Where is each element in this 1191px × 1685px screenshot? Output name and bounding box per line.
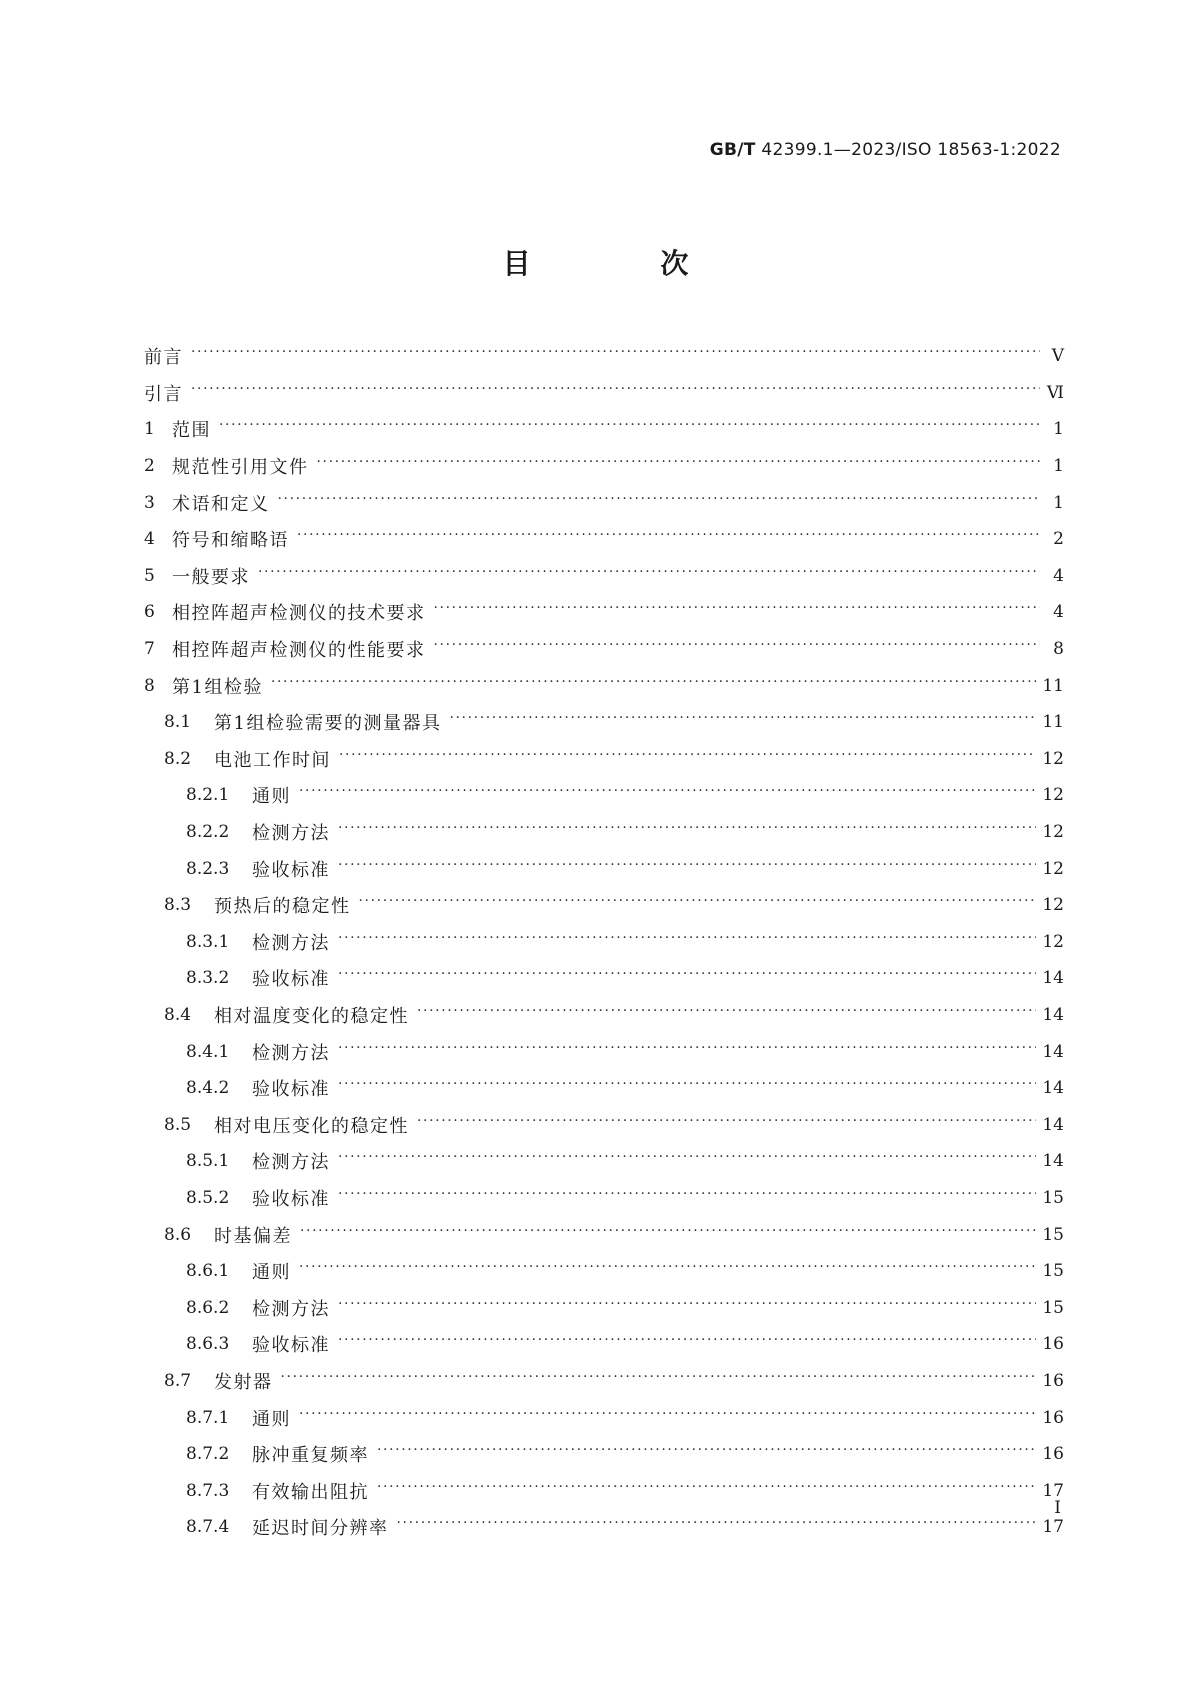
toc-leader-dots (449, 712, 1036, 732)
standard-code (710, 140, 1061, 160)
toc-entry-page: 14 (1042, 1004, 1064, 1025)
toc-leader-dots (300, 1225, 1036, 1245)
toc-entry-page: 16 (1042, 1334, 1064, 1355)
toc-entry-number: 8.2.1 (186, 785, 230, 806)
toc-entry-number: 8.7.1 (186, 1407, 230, 1428)
toc-entry[interactable] (144, 814, 1064, 851)
toc-leader-dots (299, 1408, 1036, 1428)
toc-entry-number: 8 (144, 675, 155, 696)
toc-entry-page: 15 (1042, 1261, 1064, 1282)
toc-entry-title: 前言 (144, 347, 183, 369)
toc-leader-dots (338, 1042, 1036, 1062)
standard-code-rest: 42399.1—2023/ISO 18563-1:2022 (755, 140, 1061, 160)
toc-entry-number: 8.3.2 (186, 968, 230, 989)
toc-entry-title: 时基偏差 (214, 1225, 292, 1247)
toc-entry-page: 16 (1042, 1370, 1064, 1391)
toc-entry-title: 相对电压变化的稳定性 (214, 1115, 409, 1137)
toc-entry-page: 15 (1042, 1224, 1064, 1245)
toc-entry-number: 3 (144, 492, 155, 513)
toc-entry[interactable] (144, 1033, 1064, 1070)
toc-entry[interactable] (144, 1216, 1064, 1253)
toc-entry[interactable] (144, 1253, 1064, 1290)
toc-leader-dots (299, 1261, 1036, 1281)
toc-entry-title: 验收标准 (252, 1188, 330, 1210)
toc-entry-number: 7 (144, 639, 155, 660)
toc-entry-number: 5 (144, 565, 155, 586)
toc-entry-page: 14 (1042, 1114, 1064, 1135)
toc-entry-number: 8.7 (164, 1370, 192, 1391)
toc-entry-number: 8.6.1 (186, 1261, 230, 1282)
toc-entry-page: 1 (1053, 492, 1064, 513)
toc-leader-dots (299, 785, 1036, 805)
toc-entry-title: 有效输出阻抗 (252, 1481, 369, 1503)
toc-entry-title: 相控阵超声检测仪的性能要求 (172, 640, 426, 662)
toc-leader-dots (338, 1078, 1036, 1098)
toc-entry-number: 8.5 (164, 1114, 192, 1135)
toc-entry[interactable] (144, 924, 1064, 961)
toc-entry-title: 检测方法 (252, 1042, 330, 1064)
toc-entry-number: 8.6 (164, 1224, 192, 1245)
toc-entry-number: 8.2 (164, 748, 192, 769)
toc-entry-title: 范围 (172, 420, 211, 442)
toc-entry-title: 验收标准 (252, 969, 330, 991)
toc-entry[interactable] (144, 1363, 1064, 1400)
toc-entry-page: 8 (1053, 639, 1064, 660)
toc-entry[interactable] (144, 667, 1064, 704)
standard-code-prefix: GB/T (709, 140, 756, 160)
toc-leader-dots (191, 346, 1040, 366)
toc-entry[interactable] (144, 1070, 1064, 1107)
toc-entry-number: 8.7.2 (186, 1444, 230, 1465)
page-title: 目 次 (502, 247, 749, 280)
toc-entry[interactable] (144, 1509, 1064, 1546)
toc-entry-number: 8.2.3 (186, 858, 230, 879)
table-of-contents (144, 338, 1064, 1546)
toc-entry-page: 15 (1042, 1187, 1064, 1208)
toc-entry-title: 术语和定义 (172, 493, 270, 515)
toc-entry-page: 11 (1042, 712, 1064, 733)
toc-entry-page: 17 (1042, 1480, 1064, 1501)
toc-leader-dots (317, 456, 1041, 476)
toc-entry-page: Ⅴ (1051, 346, 1064, 367)
toc-entry-title: 规范性引用文件 (172, 457, 309, 479)
toc-leader-dots (338, 1334, 1036, 1354)
toc-entry-title: 通则 (252, 786, 291, 808)
toc-entry[interactable] (144, 338, 1064, 375)
toc-leader-dots (219, 419, 1040, 439)
toc-entry-number: 8.5.1 (186, 1151, 230, 1172)
toc-leader-dots (338, 859, 1036, 879)
toc-entry-page: 2 (1053, 529, 1064, 550)
toc-entry-title: 通则 (252, 1262, 291, 1284)
toc-entry[interactable] (144, 1472, 1064, 1509)
toc-entry[interactable] (144, 558, 1064, 595)
toc-entry-title: 符号和缩略语 (172, 530, 289, 552)
toc-entry[interactable] (144, 1180, 1064, 1217)
toc-entry-title: 检测方法 (252, 1152, 330, 1174)
toc-entry-page: 11 (1042, 675, 1064, 696)
toc-entry-title: 验收标准 (252, 859, 330, 881)
toc-entry-number: 4 (144, 529, 155, 550)
toc-entry-number: 8.4 (164, 1004, 192, 1025)
toc-leader-dots (359, 895, 1037, 915)
toc-entry[interactable] (144, 411, 1064, 448)
toc-entry-page: 14 (1042, 1041, 1064, 1062)
toc-entry-title: 检测方法 (252, 1298, 330, 1320)
toc-entry-page: 15 (1042, 1297, 1064, 1318)
toc-entry[interactable] (144, 631, 1064, 668)
toc-entry-page: 12 (1042, 748, 1064, 769)
toc-entry-page: 4 (1053, 602, 1064, 623)
toc-leader-dots (338, 1188, 1036, 1208)
toc-entry-page: 4 (1053, 565, 1064, 586)
toc-entry[interactable] (144, 521, 1064, 558)
toc-entry-number: 8.4.2 (186, 1078, 230, 1099)
toc-entry[interactable] (144, 887, 1064, 924)
toc-leader-dots (338, 968, 1036, 988)
toc-entry-title: 引言 (144, 383, 183, 405)
toc-entry-page: 1 (1053, 456, 1064, 477)
toc-entry-page: 16 (1042, 1407, 1064, 1428)
toc-entry-title: 电池工作时间 (214, 749, 331, 771)
toc-entry-number: 8.7.3 (186, 1480, 230, 1501)
toc-leader-dots (338, 1151, 1036, 1171)
toc-entry-title: 第1组检验 (172, 676, 263, 698)
toc-entry-page: 14 (1042, 968, 1064, 989)
toc-entry-title: 相对温度变化的稳定性 (214, 1005, 409, 1027)
toc-entry-number: 8.1 (164, 712, 192, 733)
toc-entry[interactable] (144, 375, 1064, 412)
toc-entry-title: 验收标准 (252, 1335, 330, 1357)
toc-entry-page: 12 (1042, 785, 1064, 806)
toc-entry[interactable] (144, 1106, 1064, 1143)
toc-leader-dots (434, 639, 1041, 659)
toc-entry[interactable] (144, 704, 1064, 741)
toc-leader-dots (338, 822, 1036, 842)
toc-entry-title: 预热后的稳定性 (214, 896, 351, 918)
toc-leader-dots (417, 1005, 1036, 1025)
toc-leader-dots (377, 1444, 1036, 1464)
toc-entry-title: 验收标准 (252, 1079, 330, 1101)
toc-entry-page: 1 (1053, 419, 1064, 440)
toc-leader-dots (271, 676, 1036, 696)
toc-leader-dots (278, 493, 1041, 513)
toc-entry-page: 17 (1042, 1517, 1064, 1538)
toc-entry[interactable] (144, 997, 1064, 1034)
toc-leader-dots (338, 932, 1036, 952)
toc-entry-number: 8.4.1 (186, 1041, 230, 1062)
toc-entry-page: 14 (1042, 1151, 1064, 1172)
toc-entry-page: 16 (1042, 1444, 1064, 1465)
toc-entry-title: 相控阵超声检测仪的技术要求 (172, 603, 426, 625)
toc-leader-dots (417, 1115, 1036, 1135)
toc-leader-dots (338, 1298, 1036, 1318)
toc-entry-number: 8.3 (164, 895, 192, 916)
toc-entry-number: 1 (144, 419, 155, 440)
toc-entry[interactable] (144, 1399, 1064, 1436)
toc-entry-title: 检测方法 (252, 932, 330, 954)
toc-entry-page: 12 (1042, 858, 1064, 879)
toc-leader-dots (297, 529, 1040, 549)
toc-entry-page: 14 (1042, 1078, 1064, 1099)
toc-leader-dots (339, 749, 1036, 769)
toc-entry[interactable] (144, 484, 1064, 521)
toc-entry-title: 发射器 (214, 1371, 273, 1393)
toc-entry-number: 8.3.1 (186, 931, 230, 952)
toc-entry-number: 8.2.2 (186, 822, 230, 843)
toc-entry-title: 第1组检验需要的测量器具 (214, 713, 442, 735)
toc-entry-page: Ⅵ (1046, 382, 1064, 403)
toc-entry[interactable] (144, 777, 1064, 814)
toc-entry-number: 2 (144, 456, 155, 477)
toc-entry-title: 延迟时间分辨率 (252, 1518, 389, 1540)
toc-entry[interactable] (144, 448, 1064, 485)
toc-entry-number: 6 (144, 602, 155, 623)
toc-entry[interactable] (144, 594, 1064, 631)
toc-leader-dots (281, 1371, 1037, 1391)
page-number: Ⅰ (1054, 1498, 1061, 1518)
toc-leader-dots (434, 602, 1041, 622)
toc-entry-number: 8.6.3 (186, 1334, 230, 1355)
toc-entry-title: 检测方法 (252, 823, 330, 845)
toc-entry-title: 脉冲重复频率 (252, 1445, 369, 1467)
toc-leader-dots (191, 383, 1040, 403)
toc-leader-dots (377, 1481, 1036, 1501)
toc-entry[interactable] (144, 1326, 1064, 1363)
toc-entry[interactable] (144, 960, 1064, 997)
toc-leader-dots (258, 566, 1040, 586)
toc-entry[interactable] (144, 1143, 1064, 1180)
toc-entry[interactable] (144, 850, 1064, 887)
toc-entry-number: 8.6.2 (186, 1297, 230, 1318)
toc-leader-dots (397, 1517, 1037, 1537)
toc-entry-number: 8.7.4 (186, 1517, 230, 1538)
toc-entry[interactable] (144, 741, 1064, 778)
toc-entry[interactable] (144, 1289, 1064, 1326)
toc-entry-title: 一般要求 (172, 566, 250, 588)
toc-entry-number: 8.5.2 (186, 1187, 230, 1208)
toc-entry-page: 12 (1042, 931, 1064, 952)
toc-entry-title: 通则 (252, 1408, 291, 1430)
toc-entry-page: 12 (1042, 822, 1064, 843)
toc-entry[interactable] (144, 1436, 1064, 1473)
toc-entry-page: 12 (1042, 895, 1064, 916)
